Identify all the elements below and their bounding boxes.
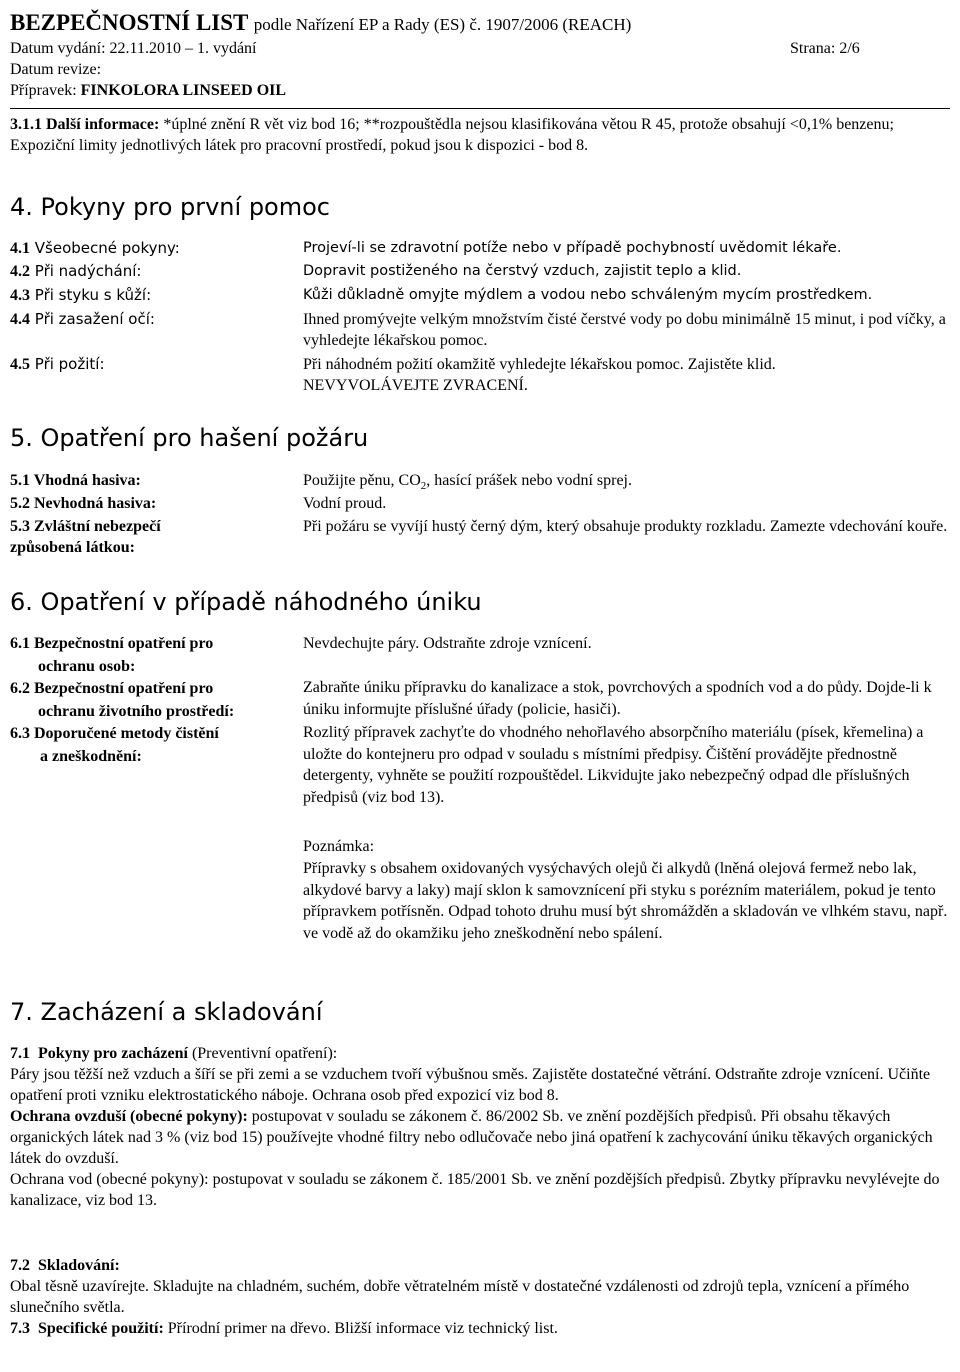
water-protection-para: Ochrana vod (obecné pokyny): postupovat v souladu se zákonem č. 185/2001 Sb. ve znění pozdějších předpisů. Zbytky přípravku nevylévejte do kanalizace, viz bod 13. (10, 1171, 940, 1209)
row-text-line: Při náhodném požití okamžitě vyhledejte lékařskou pomoc. Zajistěte klid. (303, 356, 776, 373)
row-label: Při nadýchání: (34, 262, 142, 280)
row-label: Při požití: (34, 355, 105, 373)
section-7-1 (10, 1043, 948, 1211)
row-number: 4.4 (10, 311, 30, 328)
subsection-number: 7.3 (10, 1320, 30, 1337)
subsection-number: 7.2 (10, 1257, 30, 1274)
paragraph-text: Obal těsně uzavírejte. Skladujte na chladném, suchém, dobře větratelném místě v dostatečné vzdálenosti od zdrojů tepla, vznícení a přímého slunečního světla. (10, 1278, 910, 1316)
air-protection-para (10, 1106, 948, 1169)
label-line: ochranu životního prostředí: (38, 703, 235, 720)
label-6-2 (10, 677, 300, 723)
section-7-3 (10, 1318, 948, 1339)
issue-row (10, 38, 950, 59)
row-number: 4.2 (10, 263, 30, 280)
intro-text: *úplné znění R vět viz bod 16; **rozpouštědla nejsou klasifikována větou R 45, protože obsahují <0,1% benzenu; Expoziční limity jednotlivých látek pro pracovní prostředí, pokud jsou k dispozici - bod 8. (10, 116, 894, 154)
product-label: Přípravek: (10, 82, 77, 99)
row-text: Ihned promývejte velkým množstvím čisté čerstvé vody po dobu minimálně 15 minut, i pod víčky, a vyhledejte lékařskou pomoc. (303, 311, 946, 349)
section-7-2 (10, 1255, 948, 1339)
row-label: Všeobecné pokyny: (34, 239, 180, 257)
row-number: 4.1 (10, 240, 30, 257)
row-text (303, 354, 948, 396)
row-label: Při styku s kůží: (34, 286, 152, 304)
subsection-label: Pokyny pro zacházení (38, 1045, 188, 1062)
page-number: Strana: 2/6 (790, 40, 860, 57)
section-5-title: 5. Opatření pro hašení požáru (10, 424, 369, 452)
section-7-title: 7. Zacházení a skladování (10, 998, 323, 1026)
issue-date: Datum vydání: 22.11.2010 – 1. vydání (10, 40, 257, 57)
paragraph-text: Páry jsou těžší než vzduch a šíří se při zemi a se vzduchem tvoří výbušnou směs. Zajistěte dostatečné větrání. Odstraňte zdroje vznícení. Učiňte opatření proti vzniku elektrostatického náboje. Ochrana osob před expozicí viz bod 8. (10, 1066, 931, 1104)
label-line: 5.3 Zvláštní nebezpečí (10, 518, 161, 535)
revision-row: Datum revize: (10, 61, 102, 78)
header-divider (10, 108, 950, 109)
paragraph-text: postupovat v souladu se zákonem č. 86/2002 Sb. ve znění pozdějších předpisů. Při obsahu těkavých organických látek nad 3 % (viz bod 15) používejte vhodné filtry nebo odlučovače nebo jiná opatření k zachycování úniku těkavých organických látek do ovzduší. (10, 1108, 933, 1167)
paragraph-text: Přírodní primer na dřevo. Bližší informace viz technický list. (167, 1320, 558, 1337)
note-text: Přípravky s obsahem oxidovaných vysýchavých olejů či alkydů (lněná olejová fermež nebo lak, alkydové barvy a laky) mají sklon k samovznícení při styku s porézním materiálem, pokud je tento přípravkem potřísněn. Odpad tohoto druhu musí být shromážděn a skladován ve vlhkém stavu, např. ve vodě až do okamžiku jeho zneškodnění nebo spálení. (303, 860, 948, 942)
document-header (10, 10, 950, 101)
row-text: Při požáru se vyvíjí hustý černý dým, který obsahuje produkty rozkladu. Zamezte vdechování kouře. (303, 518, 948, 535)
label-6-1 (10, 632, 300, 678)
row-label: 5.1 Vhodná hasiva: (10, 472, 141, 489)
label-6-3 (10, 722, 300, 768)
product-row (10, 80, 950, 101)
subsection-note: (Preventivní opatření): (191, 1045, 338, 1062)
row-label (10, 516, 305, 558)
air-protection-label: Ochrana ovzduší (obecné pokyny): (10, 1108, 248, 1125)
intro-label: Další informace: (46, 116, 160, 133)
row-label: 5.2 Nevhodná hasiva: (10, 495, 157, 512)
subsection-label: Specifické použití: (38, 1320, 164, 1337)
label-line: a zneškodnění: (40, 748, 142, 765)
row-number: 4.3 (10, 287, 30, 304)
title-text: BEZPEČNOSTNÍ LIST (10, 10, 248, 35)
row-text: Vodní proud. (303, 495, 387, 512)
label-line: způsobená látkou: (10, 539, 135, 556)
product-name: FINKOLORA LINSEED OIL (80, 82, 287, 99)
document-title (10, 10, 950, 38)
text-6-2: Zabraňte úniku přípravku do kanalizace a stok, povrchových a spodních vod a do půdy. Dojde-li k úniku informujte příslušné úřady (policie, hasiči). (303, 679, 932, 718)
label-line: ochranu osob: (38, 658, 136, 675)
note-label: Poznámka: (303, 838, 375, 855)
section-4-title: 4. Pokyny pro první pomoc (10, 193, 330, 221)
regulation-text: podle Nařízení EP a Rady (ES) č. 1907/2006 (REACH) (253, 15, 632, 34)
text-6-3: Rozlitý přípravek zachyťte do vhodného nehořlavého absorpčního materiálu (písek, křemelina) a uložte do kontejneru pro odpad v souladu s místními předpisy. Čištění provádějte přednostně detergenty, vyhněte se použití rozpouštědel. Likvidujte jako nebezpečný odpad dle příslušných předpisů (viz bod 13). (303, 724, 924, 806)
subsection-heading (10, 1043, 948, 1064)
row-text: Kůži důkladně omyjte mýdlem a vodou nebo schváleným mycím prostředkem. (303, 287, 873, 303)
subsection-label: Skladování: (38, 1257, 120, 1274)
label-line: 6.2 Bezpečnostní opatření pro (10, 680, 214, 697)
subsection-heading (10, 1255, 948, 1276)
text-part: , hasící prášek nebo vodní sprej. (426, 472, 632, 489)
label-line: 6.1 Bezpečnostní opatření pro (10, 635, 214, 652)
section-3-1-1 (10, 114, 948, 156)
row-label: Při zasažení očí: (34, 310, 155, 328)
text-part: Použijte pěnu, CO (303, 472, 421, 489)
row-number: 4.5 (10, 356, 30, 373)
subscript: 2 (420, 480, 427, 493)
row-text: Dopravit postiženého na čerstvý vzduch, zajistit teplo a klid. (303, 263, 742, 279)
label-line: 6.3 Doporučené metody čistění (10, 725, 219, 742)
intro-number: 3.1.1 (10, 116, 42, 133)
row-text: Projeví-li se zdravotní potíže nebo v případě pochybností uvědomit lékaře. (303, 240, 842, 256)
row-text-line: NEVYVOLÁVEJTE ZVRACENÍ. (303, 377, 528, 394)
subsection-number: 7.1 (10, 1045, 30, 1062)
section-6-title: 6. Opatření v případě náhodného úniku (10, 588, 482, 616)
text-6-1: Nevdechujte páry. Odstraňte zdroje vznícení. (303, 635, 592, 652)
